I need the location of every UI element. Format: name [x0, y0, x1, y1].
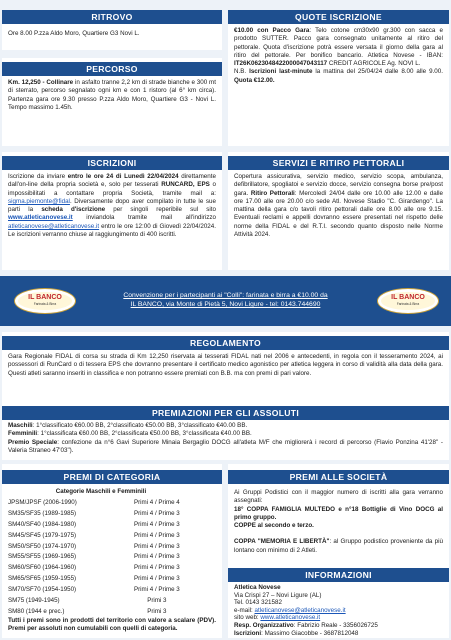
info-resp-text: : Fabrizio Reale - 3356026725 — [293, 621, 378, 629]
quote-title: QUOTE ISCRIZIONE — [228, 10, 449, 24]
iscr-t4: . Diversamente dopo aver compilato in tutte le sue parti la — [8, 197, 216, 214]
categoria-name: SM75 (1949-1945) — [8, 596, 60, 604]
iscr-t3: o impossibilitati a contattare propria Società, tramite mail a: — [8, 181, 216, 197]
maschili-label: Maschili — [8, 422, 33, 429]
percorso-km: Km. 12,250 - Collinare — [8, 79, 74, 86]
societa-coppe: COPPE al secondo e terzo. — [234, 522, 314, 530]
quote-text — [228, 24, 449, 85]
societa-text — [228, 484, 449, 555]
info-address: Via Crispi 27 – Novi Ligure (AL) — [234, 591, 322, 599]
categoria-prize: Primi 4 / Prime 3 — [133, 575, 180, 583]
quote-t4: la mattina del 25/04/24 dalle 8.00 alle 9.00. — [312, 68, 443, 76]
quote-t3: N.B. — [234, 68, 250, 76]
quote-t2: CREDIT AGRICOLE Ag. NOVI L. — [327, 60, 421, 68]
iscr-t5: per singoli reperibile sul sito — [105, 206, 216, 214]
convenzione-line1: Convenzione per i partecipanti ai "Colli": farinata e birra a €10.00 da — [123, 292, 328, 299]
regolamento-title: REGOLAMENTO — [2, 336, 449, 350]
categoria-row — [8, 508, 194, 519]
ritrovo-title: RITROVO — [2, 10, 222, 24]
iscr-t1: Iscrizione da inviare — [8, 173, 68, 180]
informazioni-text — [228, 582, 449, 637]
categoria-row — [8, 530, 194, 541]
iscrizioni-title: ISCRIZIONI — [2, 156, 222, 170]
categoria-name: SM45/SF45 (1979-1975) — [8, 531, 77, 539]
il-banco-logo-left — [14, 288, 76, 314]
quote-lastminute: Iscrizioni last-minute — [249, 68, 313, 76]
premi-femminili — [8, 430, 443, 438]
speciale-text: : confezione da n°6 Gavi Superiore Minaia Bergaglio DOCG all'atleta M/F che migliorerà i record di percorso (Flavio Ponzina 41'28" - Valeria Straneo 47'03"). — [8, 438, 443, 454]
categoria-name: SM80 (1944 e prec.) — [8, 607, 65, 615]
categoria-row — [8, 584, 194, 595]
logo-left-text: IL BANCO — [28, 294, 62, 301]
categoria-prize: Primi 4 / Prime 3 — [133, 564, 180, 572]
societa-title: PREMI ALLE SOCIETÀ — [228, 470, 449, 484]
categoria-name: SM65/SF65 (1959-1955) — [8, 575, 77, 583]
servizi-ritiro: Ritiro Pettorali — [250, 189, 295, 197]
info-web-label: sito web: — [234, 614, 261, 622]
regolamento-section — [2, 332, 449, 404]
speciale-label: Premio Speciale — [8, 438, 58, 446]
categoria-prize: Primi 4 / Prime 3 — [133, 542, 180, 550]
info-web — [234, 614, 443, 622]
ritrovo-section — [2, 10, 222, 50]
regolamento-text: Gara Regionale FIDAL di corsa su strada di Km 12,250 riservata ai tesserati FIDAL nati nel 2006 e antecedenti, in regola con il tesseramento 2024, ai possessori di RunCard o di tessera EPS che dovranno presentare il certificato medico agonistico per atletica leggera in corso di validità alla data della gara. Questi atleti saranno inseriti in classifica e non potranno essere premiati con B.B. ma con premi di pari valore. — [8, 353, 443, 377]
iscr-runcard: RUNCARD, EPS — [161, 181, 210, 189]
societa-coppa-multedo: 18° COPPA FAMIGLIA MULTEDO e n°18 Bottiglie di Vino DOCG al primo gruppo. — [234, 505, 443, 521]
percorso-desc: in asfalto tranne 2,2 km di strade bianche e 300 mt di sterrato, percorso segnalato ogni km e con 1 ristoro (al 6° km circa). Partenza gara ore 9.30 presso P.zza Aldo Moro, Quartiere G3 - Novi L. Tempo massimo 1.45h. — [8, 79, 216, 111]
premiazioni-title: PREMIAZIONI PER GLI ASSOLUTI — [2, 406, 449, 420]
ritrovo-text: Ore 8.00 P.zza Aldo Moro, Quartiere G3 Novi L. — [8, 30, 140, 37]
percorso-text — [2, 76, 222, 112]
categoria-prize: Primi 4 / Prime 4 — [133, 498, 180, 506]
societa-section — [228, 464, 449, 568]
categoria-name: SM35/SF35 (1989-1985) — [8, 509, 77, 517]
servizi-t2: : Mercoledì 24/04 dalle ore 10.00 alle 12.00 e dalle ore 17.00 alle ore 20.00 c/o sede Atl. Novese Stadio "C. Girardengo". La mattina della gara c/o tavoli ritiro pettorali dalle ore 8.00 alle ore 9.15. Eventuali reclami e appelli dovranno essere presentati nel rispetto delle norme della FIDAL e del R.T.I. secondo quanto disposto nelle Norme Attività 2024. — [234, 189, 444, 239]
informazioni-title: INFORMAZIONI — [228, 568, 449, 582]
informazioni-section — [228, 568, 449, 638]
categoria-row — [8, 562, 194, 573]
categoria-prize: Primi 3 — [147, 607, 167, 615]
premi-maschili — [8, 422, 443, 430]
convenzione-banner — [0, 276, 451, 326]
iscr-scheda: scheda d'iscrizione — [41, 206, 106, 214]
servizi-title: SERVIZI E RITIRO PETTORALI — [228, 156, 449, 170]
categoria-row — [8, 595, 194, 606]
iscr-t7: entro le ore 12:00 di Giovedì 22/04/2024. Le iscrizioni verranno chiuse al raggiungimento di 400 iscritti. — [8, 222, 216, 239]
servizi-section — [228, 152, 449, 270]
info-email — [234, 607, 443, 615]
convenzione-line2: IL BANCO, via Monte di Pietà 5, Novi Ligure - tel: 0143.744690 — [130, 301, 321, 308]
convenzione-text — [80, 291, 371, 309]
servizi-text — [228, 170, 449, 239]
coppa-memoria-label: COPPA "MEMORIA E LIBERTÀ" — [234, 538, 330, 546]
societa-memoria — [234, 538, 443, 555]
iscrizioni-text — [2, 170, 222, 239]
logo-right-sub: Farinata & Birra — [396, 302, 420, 306]
percorso-title: PERCORSO — [2, 62, 222, 76]
categoria-name: SM50/SF50 (1974-1970) — [8, 542, 77, 550]
info-email-link[interactable]: atleticanovese@atleticanovese.it — [254, 606, 346, 614]
premio-speciale — [8, 439, 443, 456]
categoria-prize: Primi 4 / Prime 3 — [133, 553, 180, 561]
categoria-name: SM40/SF40 (1984-1980) — [8, 520, 77, 528]
categoria-prize: Primi 4 / Prime 3 — [133, 509, 180, 517]
categorie-table — [8, 486, 194, 617]
servizi-t1: Copertura assicurativa, servizio medico, servizio scopa, ambulanza, defibrillatore, spogliatoi e servizio docce, servizio consegna borse pre/post gara. — [234, 173, 443, 197]
info-tel: Tel. 0143 321582 — [234, 599, 282, 607]
iscrizioni-section — [2, 152, 222, 270]
categoria-row — [8, 497, 194, 508]
il-banco-logo-right — [377, 288, 439, 314]
maschili-text: : 1°classificato €60.00 BB, 2°classificato €50.00 BB, 3°classificato €40.00 BB. — [32, 422, 248, 429]
site-link[interactable]: www.atleticanovese.it — [8, 214, 73, 222]
categoria-name: SM60/SF60 (1964-1960) — [8, 564, 77, 572]
info-resp-label: Resp. Organizzativo — [234, 621, 294, 629]
info-resp — [234, 622, 443, 630]
info-iscrizioni — [234, 630, 443, 638]
categoria-row — [8, 541, 194, 552]
info-iscr-text: : Massimo Giacobbe - 3687812048 — [261, 629, 359, 637]
percorso-section — [2, 58, 222, 146]
categoria-name: JPSM/JPSF (2006-1990) — [8, 498, 77, 506]
femminili-label: Femminili — [8, 430, 38, 438]
categoria-row — [8, 606, 194, 617]
categoria-name: SM70/SF70 (1954-1950) — [8, 586, 77, 594]
fidal-email-link[interactable]: sigma.piemonte@fidal — [8, 197, 70, 205]
categoria-row — [8, 519, 194, 530]
iscr-deadline: entro le ore 24 di Lunedì 22/04/2024 — [67, 173, 179, 180]
quote-iban: IT26K0623048422000047043117 — [234, 60, 328, 68]
quote-price: €10.00 con Pacco Gara — [234, 27, 310, 34]
categoria-name: SM55/SF55 (1969-1965) — [8, 553, 77, 561]
categoria-prize: Primi 3 — [147, 596, 167, 604]
iscr-t2: direttamente dall'on-line della propria società e, solo per tesserati — [8, 173, 216, 189]
logo-right-text: IL BANCO — [391, 294, 425, 301]
categoria-row — [8, 573, 194, 584]
novese-email-link[interactable]: atleticanovese@atleticanovese.it — [8, 222, 100, 230]
quote-lastprice: Quota €12.00. — [234, 76, 275, 84]
info-web-link[interactable]: www.atleticanovese.it — [260, 614, 321, 622]
info-email-label: e-mail: — [234, 606, 255, 614]
premiazioni-section — [2, 404, 449, 460]
coppa-memoria-text: : al Gruppo podistico proveniente da più lontano con minimo di 2 Atleti. — [234, 538, 443, 554]
premiazioni-text — [2, 420, 449, 455]
societa-intro: Ai Gruppi Podistici con il maggior numero di iscritti alla gara verranno assegnati: — [234, 489, 443, 505]
iscr-t6: inviandola tramite mail all'indirizzo — [72, 214, 216, 222]
categoria-row — [8, 551, 194, 562]
categoria-prize: Primi 4 / Prime 3 — [133, 531, 180, 539]
categorie-section — [2, 464, 222, 638]
logo-left-sub: Farinata & Birra — [33, 302, 57, 306]
femminili-text: : 1°classificata €60.00 BB, 2°classificata €50.00 BB, 3°classificata €40.00 BB. — [37, 430, 252, 438]
categoria-prize: Primi 4 / Prime 3 — [133, 520, 180, 528]
categorie-note: Tutti i premi sono in prodotti del territorio con valore a scalare (PDV). Premi per assoluti non cumulabili con quelli di categoria. — [8, 616, 216, 633]
quote-t1: : Telo cotone cm30x90 gr.300 con sacca e prodotto SUTTER. Pacco gara consegnato unitamente al ritiro del pettorale. Quota d'iscrizione potrà essere versata il giorno della gara al ritiro del pettorale. Per bonifico bancario. Atletica Novese - IBAN: — [234, 27, 443, 59]
quote-section — [228, 10, 449, 146]
categorie-title: PREMI DI CATEGORIA — [2, 470, 222, 484]
info-iscr-label: Iscrizioni — [234, 629, 262, 637]
categoria-prize: Primi 4 / Prime 3 — [133, 586, 180, 594]
categorie-header: Categorie Maschili e Femminili — [55, 488, 147, 495]
info-org: Atletica Novese — [234, 584, 281, 591]
